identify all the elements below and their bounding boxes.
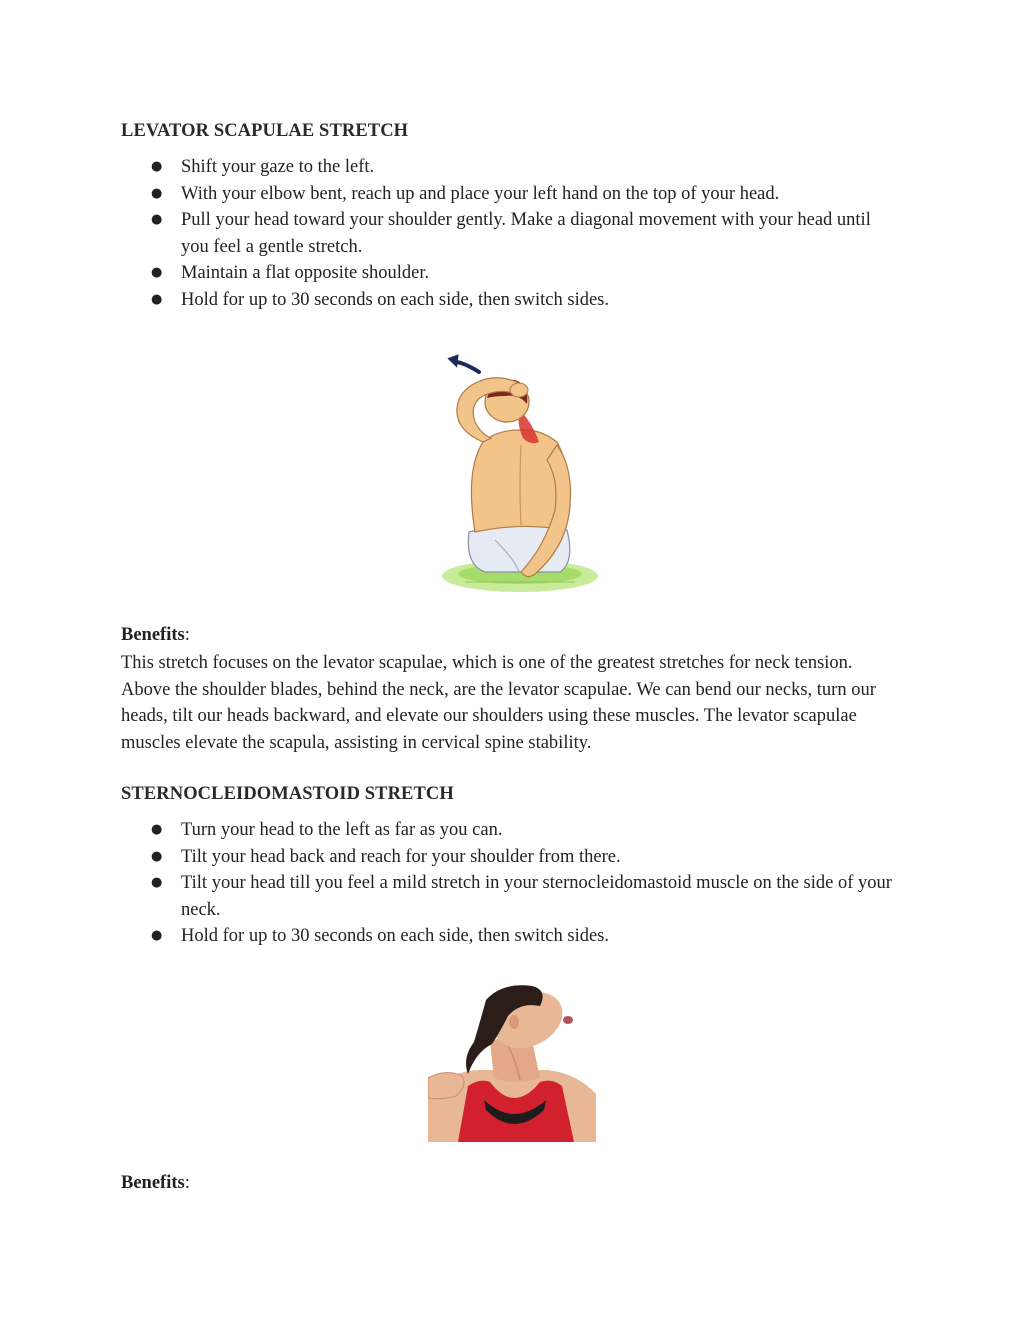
- levator-stretch-illustration: [435, 350, 605, 600]
- sternocleidomastoid-stretch-photo: [428, 982, 596, 1142]
- sternocleidomastoid-benefits-label: Benefits:: [121, 1173, 190, 1193]
- list-item: ● Tilt your head till you feel a mild stretch in your sternocleidomastoid muscle on the side of your neck.: [121, 870, 901, 923]
- section-title-sternocleidomastoid: STERNOCLEIDOMASTOID STRETCH: [121, 784, 454, 804]
- list-item: ● Pull your head toward your shoulder gently. Make a diagonal movement with your head until you feel a gentle stretch.: [121, 207, 901, 260]
- list-item: ● Hold for up to 30 seconds on each side, then switch sides.: [121, 287, 901, 314]
- levator-steps-list: [121, 154, 901, 313]
- section-title-levator: LEVATOR SCAPULAE STRETCH: [121, 121, 409, 141]
- list-item: ● Tilt your head back and reach for your shoulder from there.: [121, 844, 901, 871]
- levator-benefits-text: This stretch focuses on the levator scapulae, which is one of the greatest stretches for neck tension. Above the shoulder blades, behind the neck, are the levator scapulae. We can bend our necks, turn our heads, tilt our heads backward, and elevate our shoulders using these muscles. The levator scapulae muscles elevate the scapula, assisting in cervical spine stability.: [121, 653, 876, 753]
- list-item: ● Maintain a flat opposite shoulder.: [121, 260, 901, 287]
- list-item: ● Shift your gaze to the left.: [121, 154, 901, 181]
- sternocleidomastoid-steps-list: [121, 817, 901, 950]
- list-item: ● With your elbow bent, reach up and place your left hand on the top of your head.: [121, 181, 901, 208]
- list-item: ● Hold for up to 30 seconds on each side, then switch sides.: [121, 923, 901, 950]
- list-item: ● Turn your head to the left as far as you can.: [121, 817, 901, 844]
- levator-benefits-label: Benefits:: [121, 625, 190, 645]
